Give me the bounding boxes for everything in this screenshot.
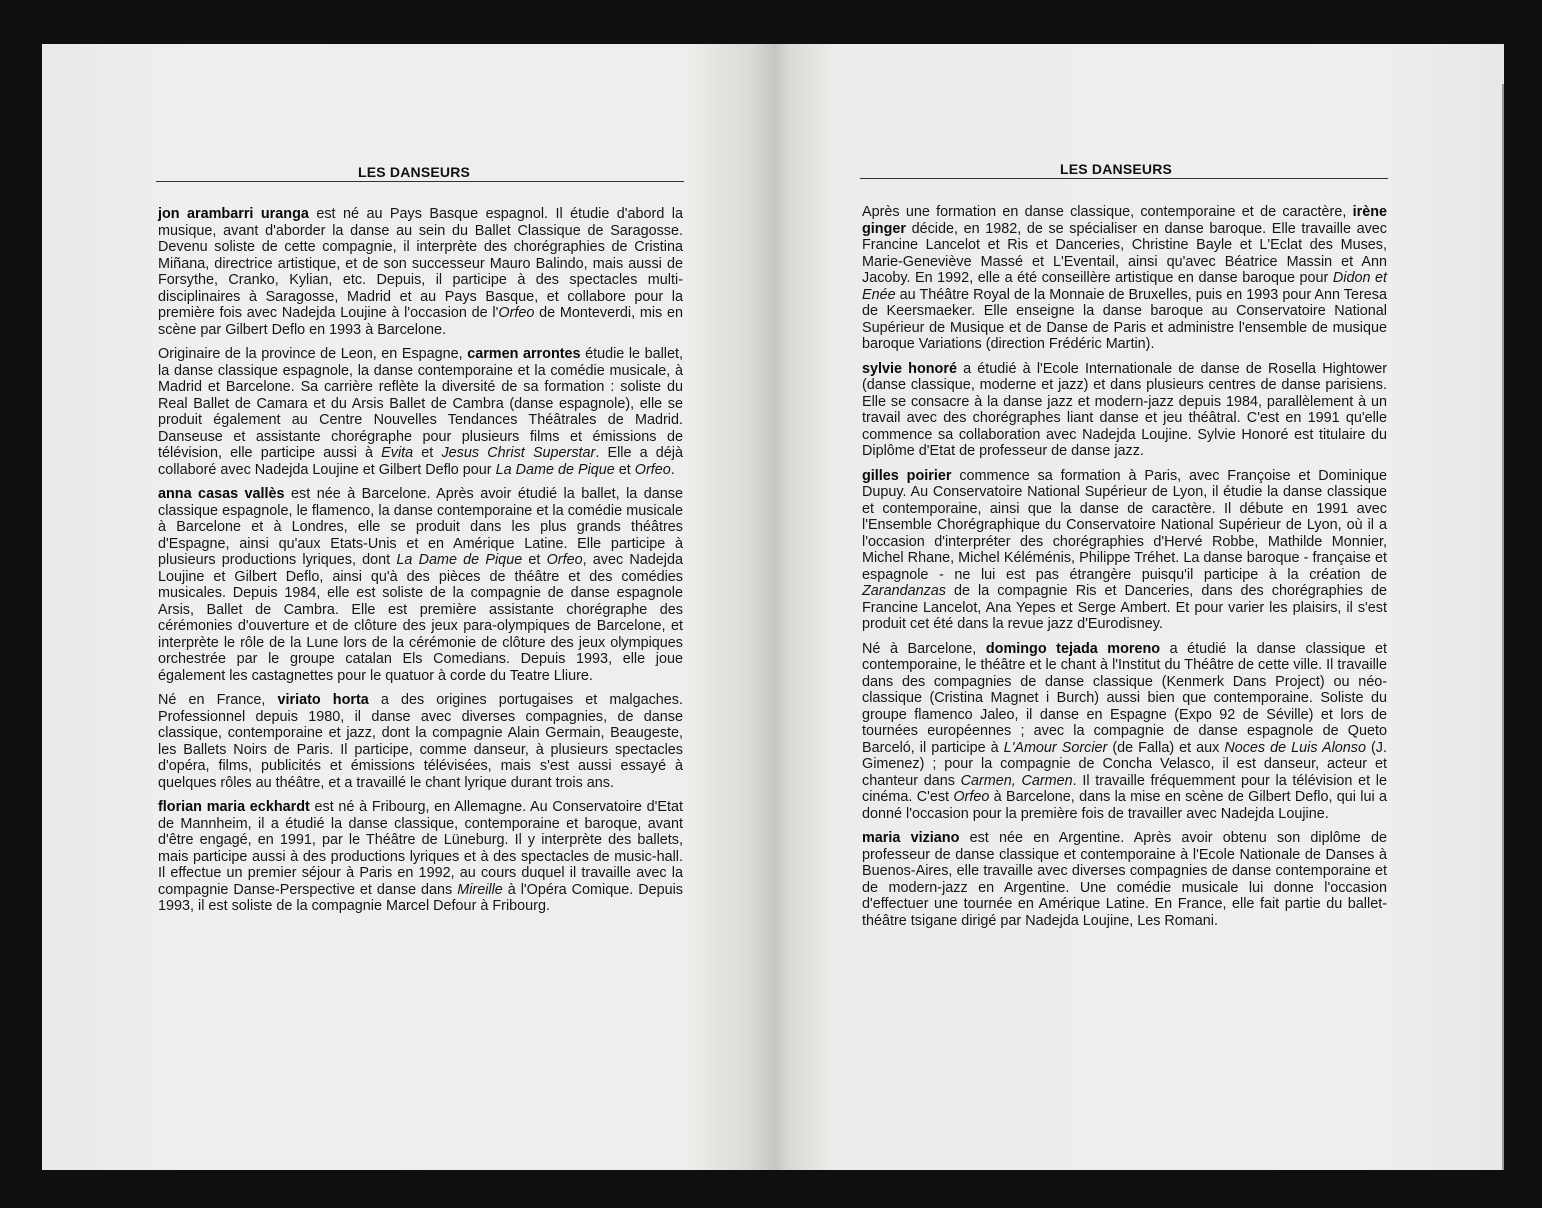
dancer-bio-anna-casas-valles	[158, 486, 683, 684]
page-edge	[1502, 84, 1504, 1170]
bio-text: Né à Barcelone,	[862, 640, 986, 657]
running-header: LES DANSEURS	[358, 164, 471, 180]
header-rule	[860, 178, 1388, 179]
dancer-bio-viriato-horta	[158, 692, 683, 791]
dancer-name: jon arambarri uranga	[158, 206, 309, 222]
bio-text: décide, en 1982, de se spécialiser en danse baroque. Elle travaille avec Francine Lancelot et Ris et Danceries, Christine Bayle et L'Eclat des Muses, Marie-Geneviève Massé et L'Eventail, ainsi qu'avec Béatrice Massin et Ann Jacoby. En 1992, elle a été conseillère artistique en danse baroque pour	[862, 220, 1387, 286]
bio-text: est née à Barcelone. Après avoir étudié la ballet, la danse classique espagnole, le flamenco, la danse contemporaine et la comédie musicale à Barcelone et à Londres, elle se produit dans les plus grands théâtres d'Espagne, ainsi qu'aux Etats-Unis et en Amérique Latine. Elle participe à plusieurs productions lyriques, dont	[158, 486, 683, 568]
dancer-bio-florian-maria-eckhardt	[158, 799, 683, 915]
bio-text: de la compagnie Ris et Danceries, dans des chorégraphies de Francine Lancelot, Ana Yepes et Serge Ambert. Et pour varier les plaisirs, il s'est produit cet été dans la revue jazz d'Eurodisney.	[862, 583, 1387, 632]
dancer-name: anna casas vallès	[158, 486, 285, 502]
bio-text: a des origines portugaises et malgaches. Professionnel depuis 1980, il danse avec diverses compagnies, de danse classique, contemporaine et jazz, dont la compagnie Alain Germain, Beaugeste, les Ballets Noirs de Paris. Il participe, comme danseur, à plusieurs spectacles d'opéra, films, publicités et émissions télévisées, mais s'est aussi essayé à quelques rôles au théâtre, et a travaillé le chant lyrique durant trois ans.	[158, 692, 683, 791]
bio-text: Après une formation en danse classique, contemporaine et de caractère,	[862, 204, 1353, 220]
work-title: La Dame de Pique	[495, 461, 615, 478]
bio-text: de Monteverdi, mis en scène par Gilbert Deflo en 1993 à Barcelone.	[158, 305, 683, 338]
dancer-name: viriato horta	[277, 692, 369, 708]
work-title: Orfeo	[498, 305, 535, 321]
dancer-name: domingo tejada moreno	[985, 640, 1161, 657]
bio-text: est né au Pays Basque espagnol. Il étudie d'abord la musique, avant d'aborder la danse au sein du Ballet Classique de Saragosse. Devenu soliste de cette compagnie, il interprète des chorégraphies de Cristina Miñana, directrice artistique, et de son successeur Mauro Balindo, mais aussi de Forsythe, Cranko, Kylian, etc. Depuis, il participe à des spectacles multi-disciplinaires à Saragosse, Madrid et au Pays Basque, et collabore pour la première fois avec Nadejda Loujine à l'occasion de l'	[158, 206, 683, 321]
bio-text: . Il travaille fréquemment pour la télévision et le cinéma. C'est	[862, 772, 1387, 805]
bio-text: et	[614, 461, 635, 478]
dancer-bio-gilles-poirier	[862, 468, 1387, 633]
bio-text: étudie le ballet, la danse classique espagnole, la danse contemporaine et la comédie musicale, à Madrid et Barcelone. Sa carrière reflète la diversité de sa formation : soliste du Real Ballet de Camara et du Arsis Ballet de Cambra (danse espagnole), elle se produit également au Centre Nouvelles Tendances Théâtrales de Madrid. Danseuse et assistante chorégraphe pour plusieurs films et émissions de télévision, elle participe aussi à	[158, 346, 683, 461]
bio-text: Originaire de la province de Leon, en Espagne,	[158, 346, 468, 362]
dancer-name: maria viziano	[862, 830, 960, 846]
bio-text: (de Falla) et aux	[1107, 739, 1225, 756]
bio-text: et	[522, 552, 547, 568]
bio-text: est né à Fribourg, en Allemagne. Au Conservatoire d'Etat de Mannheim, il a étudié la danse classique, contemporaine et baroque, avant d'être engagé, en 1991, par le Théâtre de Lüneburg. Il y interprète des ballets, mais participe aussi à des productions lyriques et à des spectacles de music-hall. Il effectue un premier séjour à Paris en 1992, au cours duquel il travaille avec la compagnie Danse-Perspective et danse dans	[158, 799, 683, 898]
work-title: Evita	[381, 445, 414, 461]
bio-text: , avec Nadejda Loujine et Gilbert Deflo, ainsi qu'à des pièces de théâtre et des comédies musicales. Depuis 1984, elle est soliste de la compagnie de danse espagnole Arsis, Ballet de Cambra. Elle est première assistante chorégraphe des cérémonies d'ouverture et de clôture des jeux para-olympiques de Barcelone, et interprète le rôle de la Lune lors de la cérémonie de clôture des jeux olympiques orchestrée par le groupe catalan Els Comedians. Depuis 1993, elle joue également les castagnettes pour le quatuor à corde du Teatre Lliure.	[158, 552, 684, 684]
dancer-bio-sylvie-honore	[862, 361, 1387, 460]
bio-text: et	[413, 445, 442, 461]
dancer-bio-irene-ginger	[862, 204, 1387, 353]
dancer-name: sylvie honoré	[862, 360, 957, 377]
bio-text: .	[670, 461, 675, 478]
bio-text: Né en France,	[158, 692, 278, 708]
work-title: L'Amour Sorcier	[1003, 739, 1108, 756]
bio-text: a étudié à l'Ecole Internationale de danse de Rosella Hightower (danse classique, moderne et jazz) et dans plusieurs centres de danse parisiens. Elle se consacre à la danse jazz et modern-jazz depuis 1984, parallèlement à un travail avec des chorégraphes liant danse et jeu théâtral. C'est en 1991 qu'elle commence sa collaboration avec Nadejda Loujine. Sylvie Honoré est titulaire du Diplôme d'Etat de professeur de danse jazz.	[862, 360, 1387, 459]
bio-text: à Barcelone, dans la mise en scène de Gilbert Deflo, qui lui a donné l'occasion pour la première fois de travailler avec Nadejda Loujine.	[862, 789, 1387, 822]
dancer-name: irène ginger	[862, 204, 1387, 237]
bio-text: à l'Opéra Comique. Depuis 1993, il est soliste de la compagnie Marcel Defour à Fribourg.	[158, 881, 683, 914]
running-header: LES DANSEURS	[1060, 161, 1173, 177]
bio-text: (J. Gimenez) ; pour la compagnie de Concha Velasco, il est danseur, acteur et chanteur dans	[862, 739, 1387, 789]
bio-text: est née en Argentine. Après avoir obtenu son diplôme de professeur de danse classique et contemporaine à l'Ecole Nationale de Danses à Buenos-Aires, elle travaille avec diverses compagnies de danse contemporaine et de modern-jazz en Argentine. Une comédie musicale lui donne l'occasion d'effectuer une tournée en Amérique Latine. En France, elle fait partie du ballet-théâtre tsigane dirigé par Nadejda Loujine, Les Romani.	[862, 830, 1387, 929]
work-title: Orfeo	[953, 789, 990, 805]
work-title: Orfeo	[546, 552, 583, 568]
bio-text: au Théâtre Royal de la Monnaie de Bruxelles, puis en 1993 pour Ann Teresa de Keersmaeker. Elle enseigne la danse baroque au Conservatoire National Supérieur de Musique et de Danse de Paris et administre l'ensemble de musique baroque Variations (direction Frédéric Martin).	[862, 286, 1387, 352]
right-page	[774, 44, 1504, 1170]
dancer-bio-maria-viziano	[862, 830, 1387, 929]
work-title: Noces de Luis Alonso	[1224, 739, 1366, 756]
dancer-name: carmen arrontes	[467, 346, 581, 362]
booklet-spread	[42, 44, 1504, 1170]
work-title: La Dame de Pique	[396, 552, 523, 568]
work-title: Orfeo	[634, 461, 671, 478]
work-title: Jesus Christ Superstar	[441, 445, 596, 461]
bio-text: . Elle a déjà collaboré avec Nadejda Loujine et Gilbert Deflo pour	[158, 445, 684, 478]
work-title: Mireille	[457, 881, 503, 898]
work-title: Zarandanzas	[862, 583, 946, 599]
work-title: Didon et Enée	[862, 270, 1387, 303]
bio-text: a étudié la danse classique et contemporaine, le théâtre et le chant à l'Institut du Théâtre de cette ville. Il travaille dans des compagnies de danse classique (Kenmerk Dans Project) ou néo-classique (Cristina Magnet i Burch) aussi bien que contemporaine. Soliste du groupe flamenco Jaleo, il danse en Espagne (Expo 92 de Séville) et lors de tournées européennes ; avec la compagnie de danse espagnole de Queto Barceló, il participe à	[862, 640, 1387, 756]
left-page	[42, 44, 774, 1170]
dancer-bio-carmen-arrontes	[158, 346, 683, 478]
biography-column	[158, 206, 683, 923]
dancer-name: florian maria eckhardt	[158, 799, 310, 815]
work-title: Carmen, Carmen	[960, 772, 1073, 789]
bio-text: commence sa formation à Paris, avec Françoise et Dominique Dupuy. Au Conservatoire National Supérieur de Lyon, il étudie la danse classique et contemporaine, ainsi que la danse de caractère. Il débute en 1991 avec l'Ensemble Chorégraphique du Conservatoire National Supérieur de Lyon, où il a l'occasion d'interpréter des chorégraphies d'Hervé Robbe, Mathilde Monnier, Michel Rhane, Michel Kéléménis, Philippe Tréhet. La danse baroque - française et espagnole - ne lui est pas étrangère puisqu'il participe à la création de	[862, 467, 1387, 583]
dancer-bio-jon-arambarri-uranga	[158, 206, 683, 338]
biography-column	[862, 204, 1387, 937]
dancer-bio-domingo-tejada-moreno	[862, 641, 1387, 823]
header-rule	[156, 181, 684, 182]
dancer-name: gilles poirier	[862, 467, 952, 484]
